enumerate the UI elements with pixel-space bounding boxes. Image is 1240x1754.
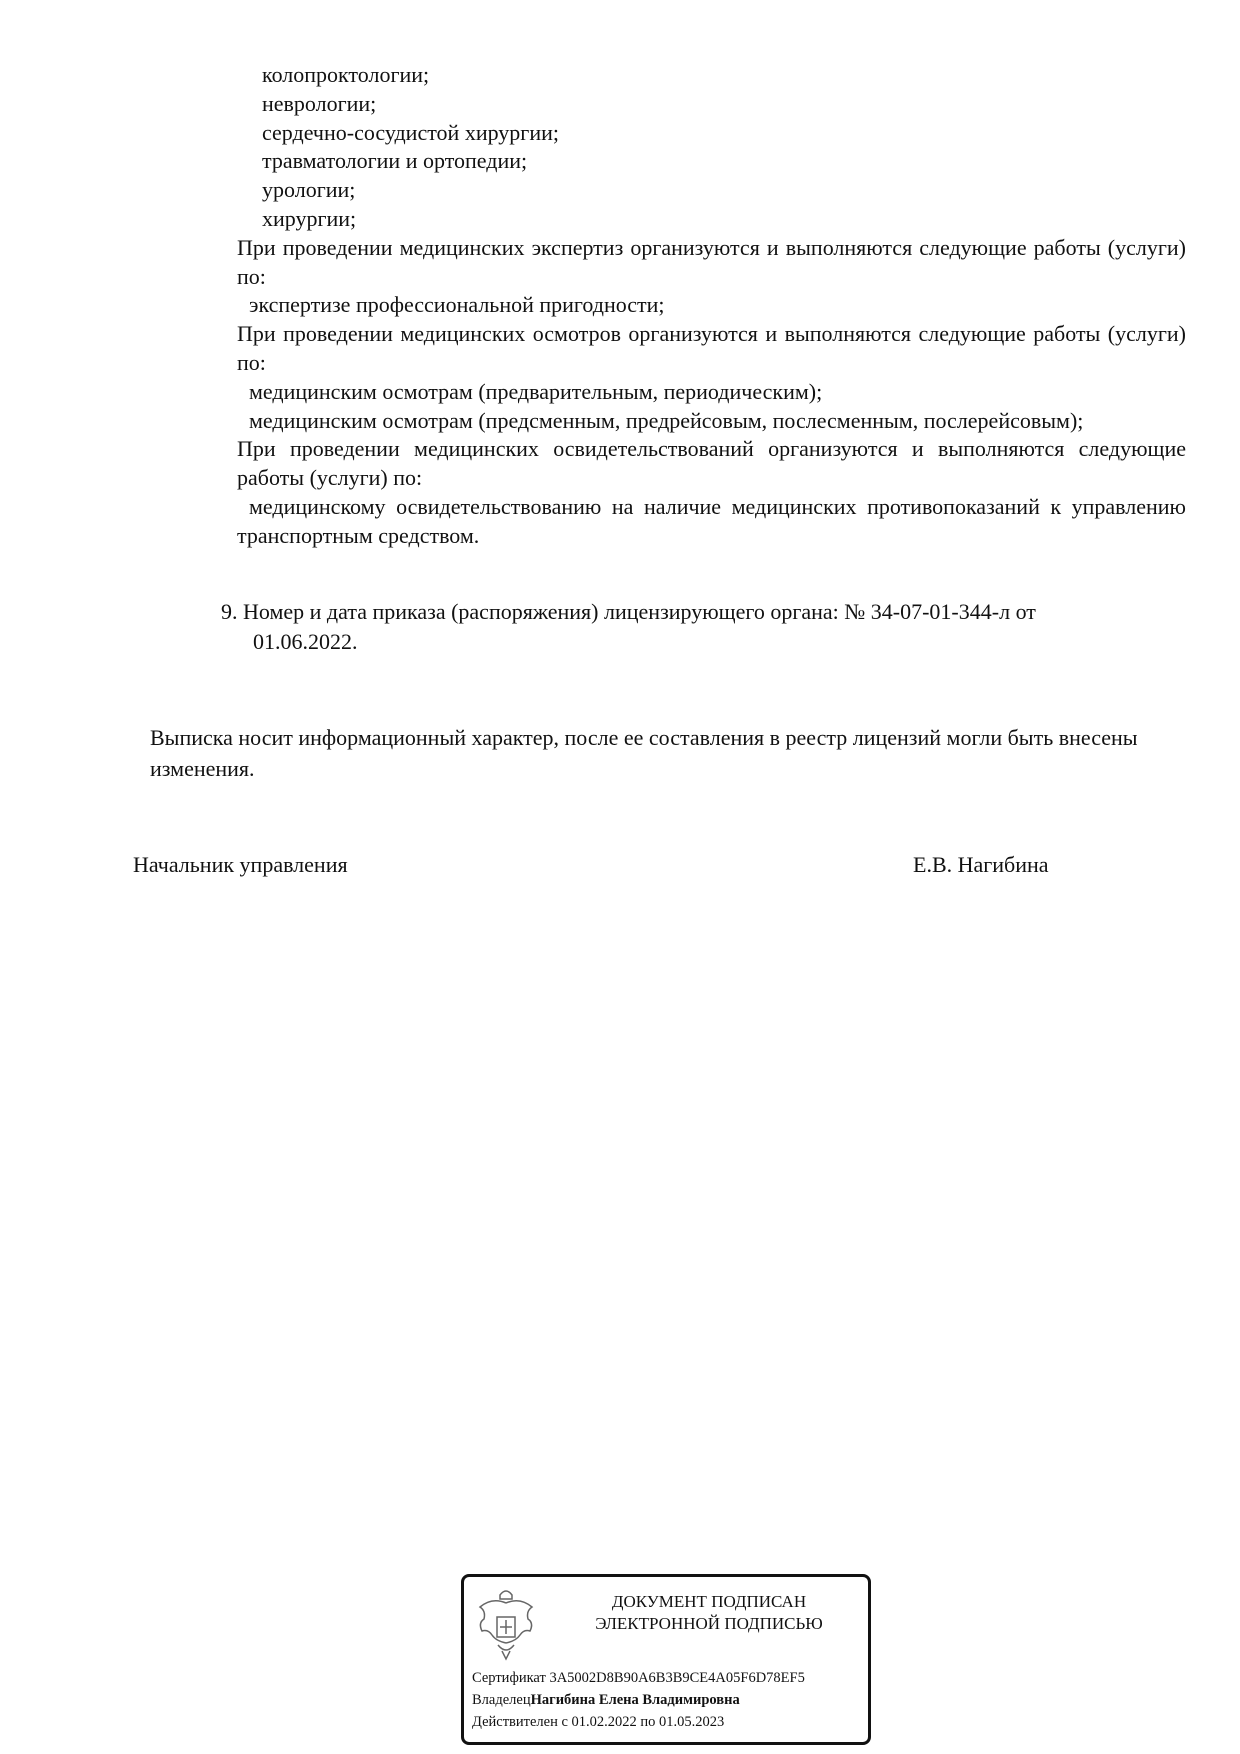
expertise-intro: При проведении медицинских экспертиз организуются и выполняются следующие работы (услуги) по:	[237, 234, 1186, 289]
owner-line: ВладелецНагибина Елена Владимировна	[472, 1692, 740, 1708]
validity-line: Действителен с 01.02.2022 по 01.05.2023	[472, 1714, 725, 1730]
order-date: 01.06.2022.	[253, 629, 358, 654]
signer-position: Начальник управления	[133, 852, 348, 877]
certification-item: медицинскому освидетельствованию на наличие медицинских противопоказаний к управлению транспортным средством.	[237, 493, 1186, 548]
signer-name: Е.В. Нагибина	[913, 852, 1049, 877]
list-item: урологии;	[262, 177, 356, 203]
license-details	[237, 61, 1186, 551]
stamp-title: ДОКУМЕНТ ПОДПИСАН ЭЛЕКТРОННОЙ ПОДПИСЬЮ	[595, 1592, 823, 1633]
coat-of-arms-icon	[476, 1585, 536, 1661]
list-item: травматологии и ортопедии;	[262, 148, 528, 174]
list-item: неврологии;	[262, 90, 377, 116]
certification-intro: При проведении медицинских освидетельствований организуются и выполняются следующие работы (услуги) по:	[237, 436, 1186, 491]
order-line: 9. Номер и дата приказа (распоряжения) лицензирующего органа: № 34-07-01-344-л от	[221, 599, 1036, 624]
list-item: хирургии;	[262, 205, 357, 231]
expertise-item: экспертизе профессиональной пригодности;	[249, 292, 665, 318]
exams-intro: При проведении медицинских осмотров организуются и выполняются следующие работы (услуги) по:	[237, 321, 1186, 375]
list-item: колопроктологии;	[262, 62, 430, 87]
disclaimer-note: Выписка носит информационный характер, после ее составления в реестр лицензий могли быть внесены изменения.	[150, 725, 1138, 781]
exams-item: медицинским осмотрам (предварительным, периодическим);	[249, 378, 823, 404]
electronic-signature-stamp	[461, 1574, 871, 1745]
list-item: сердечно-сосудистой хирургии;	[262, 119, 559, 145]
order-number-item	[221, 597, 1181, 657]
exams-item: медицинским осмотрам (предсменным, предрейсовым, послесменным, послерейсовым);	[249, 407, 1084, 433]
certificate-line: Сертификат 3A5002D8B90A6B3B9CE4A05F6D78EF5	[472, 1670, 805, 1686]
stamp-details	[472, 1667, 805, 1733]
